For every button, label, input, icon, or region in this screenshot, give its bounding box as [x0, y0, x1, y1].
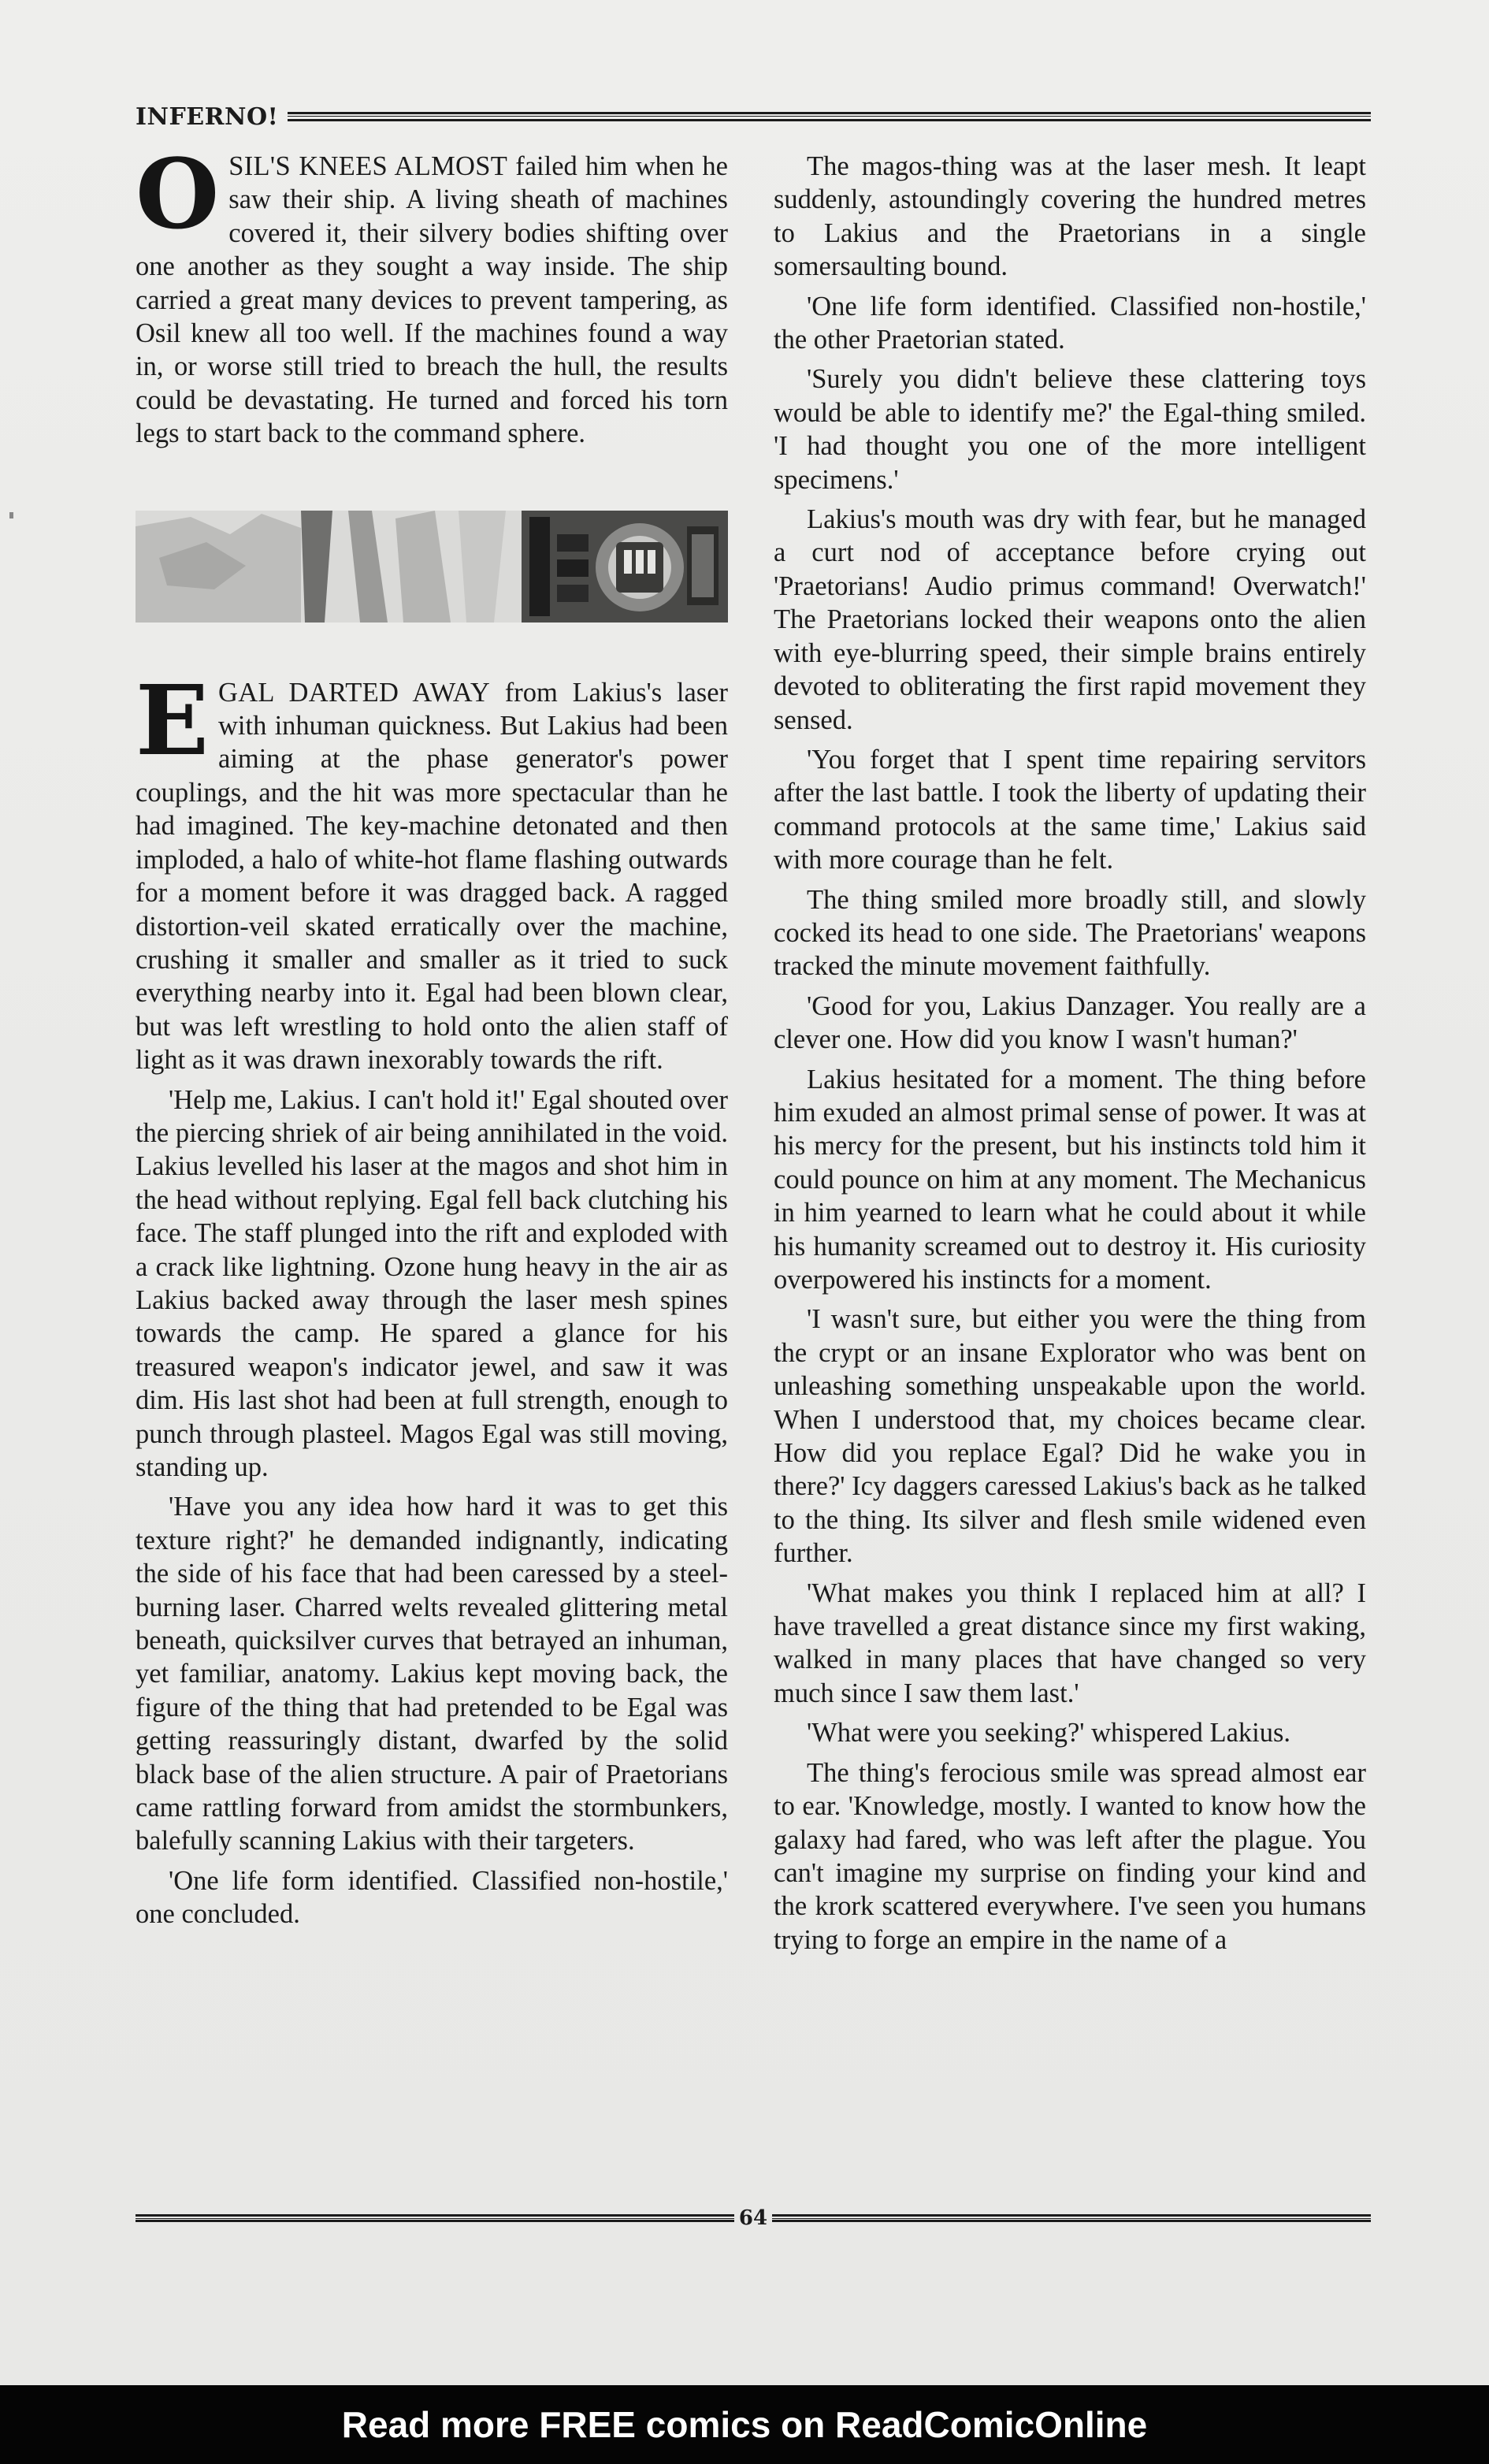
- paragraph: 'Good for you, Lakius Danzager. You really are a clever one. How did you know I wasn't human?': [774, 990, 1366, 1055]
- lead-in: SIL'S KNEES ALMOST: [228, 151, 508, 181]
- right-column: [774, 150, 1366, 1963]
- paragraph: 'Have you any idea how hard it was to get this texture right?' he demanded indignantly, indicating the side of his face that had been caressed by a steel-burning laser. Charred welts revealed glittering metal beneath, quicksilver curves that betrayed an inhuman, yet familiar, anatomy. Lakius kept moving back, the figure of the thing that had pretended to be Egal was getting reassuringly distant, dwarfed by the solid black base of the alien structure. A pair of Praetorians came rattling forward from amidst the stormbunkers, balefully scanning Lakius with their targeters.: [136, 1492, 728, 1856]
- paragraph: [136, 137, 728, 451]
- paragraph: 'I wasn't sure, but either you were the thing from the crypt or an insane Explorator who was bent on unleashing something unspeakable upon the world. When I understood that, my choices became clear. How did you replace Egal? Did he wake you in there?' Icy daggers caressed Lakius's back as he talked to the thing. Its silver and flesh smile widened even further.: [774, 1304, 1366, 1569]
- scan-mark: [9, 512, 13, 518]
- paragraph: 'What were you seeking?' whispered Lakius.: [807, 1718, 1291, 1749]
- paragraph-text: from Lakius's laser with inhuman quickness. But Lakius had been aiming at the phase generator's power couplings, and the hit was more spectacular than he had imagined. The key-machine detonated and then imploded, a halo of white-hot flame flashing outwards for a moment before it was dragged back. A ragged distortion-veil skated erratically over the machine, crushing it smaller and smaller as it tried to suck everything nearby into it. Egal had been blown clear, but was left wrestling to hold onto the alien staff of light as it was drawn inexorably towards the rift.: [136, 677, 729, 1076]
- paragraph: 'One life form identified. Classified non-hostile,' the other Praetorian stated.: [774, 291, 1366, 355]
- paragraph: Lakius's mouth was dry with fear, but he managed a curt nod of acceptance before crying out 'Praetorians! Audio primus command! Overwatch!' The Praetorians locked their weapons onto the alien with eye-blurring speed, their simple brains entirely devoted to obliterating the first rapid movement they sensed.: [774, 504, 1366, 735]
- paragraph: The thing's ferocious smile was spread almost ear to ear. 'Knowledge, mostly. I wanted to know how the galaxy had fared, who was left after the plague. You can't imagine my surprise on finding your kind and the krork scattered everywhere. I've seen you humans trying to forge an empire in the name of a: [774, 1757, 1366, 1955]
- page-footer: [136, 2206, 1371, 2230]
- lead-in: GAL DARTED AWAY: [218, 677, 491, 708]
- page-header: [136, 101, 1371, 132]
- paragraph: [136, 663, 729, 1077]
- paragraph: 'Surely you didn't believe these clattering toys would be able to identify me?' the Egal-thing smiled. 'I had thought you one of the more intelligent specimens.': [774, 364, 1366, 495]
- drop-cap: O: [136, 137, 220, 251]
- footer-rule-right: [772, 2214, 1371, 2222]
- promo-banner[interactable]: [0, 2385, 1489, 2464]
- paragraph: 'Help me, Lakius. I can't hold it!' Egal shouted over the piercing shriek of air being annihilated in the void. Lakius levelled his laser at the magos and shot him in the head without replying. Egal fell back clutching his face. The staff plunged into the rift and exploded with a crack like lightning. Ozone hung heavy in the air as Lakius backed away through the laser mesh spines towards the camp. He spared a glance for his treasured weapon's indicator jewel, and saw it was dim. His last shot had been at full strength, enough to punch through plasteel. Magos Egal was still moving, standing up.: [136, 1084, 728, 1482]
- paragraph-text: failed him when he saw their ship. A living sheath of machines covered it, their silvery bodies shifting over one another as they sought a way inside. The ship carried a great many devices to prevent tampering, as Osil knew all too well. If the machines found a way in, or worse still tried to breach the hull, the results could be devastating. He turned and forced his torn legs to start back to the command sphere.: [136, 151, 728, 449]
- promo-banner-text[interactable]: Read more FREE comics on ReadComicOnline: [341, 2404, 1148, 2445]
- section-break-illustration: [136, 511, 728, 623]
- header-rule: [288, 112, 1371, 121]
- page-number: 64: [738, 2206, 768, 2230]
- paragraph: 'One life form identified. Classified non-hostile,' one concluded.: [136, 1865, 728, 1930]
- paragraph: The thing smiled more broadly still, and slowly cocked its head to one side. The Praetorians' weapons tracked the minute movement faithfully.: [774, 884, 1366, 982]
- footer-rule-left: [136, 2214, 734, 2222]
- left-column: [136, 137, 729, 1938]
- drop-cap: E: [136, 663, 209, 777]
- paragraph: 'You forget that I spent time repairing servitors after the last battle. I took the liberty of updating their command protocols at the same time,' Lakius said with more courage than he felt.: [774, 744, 1366, 875]
- paragraph: 'What makes you think I replaced him at all? I have travelled a great distance since my first waking, walked in many places that have changed so very much since I saw them last.': [774, 1578, 1366, 1708]
- paragraph: Lakius hesitated for a moment. The thing before him exuded an almost primal sense of power. It was at his mercy for the present, but his instincts told him it could pounce on him at any moment. The Mechanicus in him yearned to learn what he could about it while his humanity screamed out to destroy it. His curiosity overpowered his instincts for a moment.: [774, 1064, 1366, 1295]
- section-title: INFERNO!: [136, 102, 279, 131]
- paragraph: The magos-thing was at the laser mesh. It leapt suddenly, astoundingly covering the hundred metres to Lakius and the Praetorians in a single somersaulting bound.: [774, 151, 1366, 282]
